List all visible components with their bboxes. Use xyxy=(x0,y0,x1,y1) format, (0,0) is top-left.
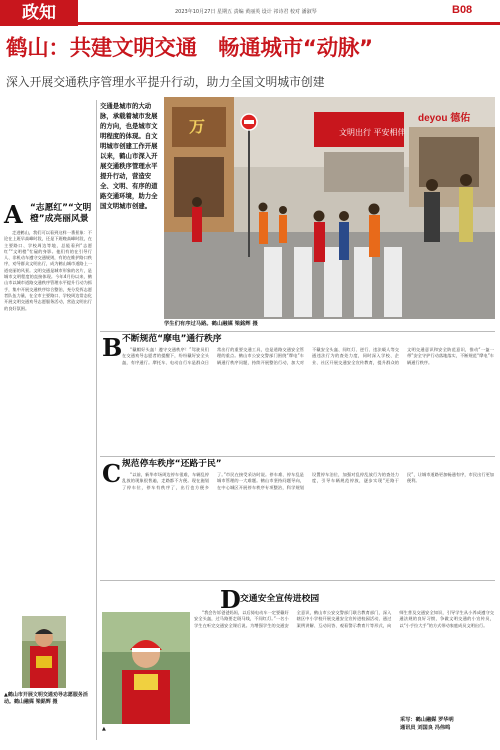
main-photo-caption: 学生们有序过马路。鹤山融媒 梁銘辉 摄 xyxy=(164,321,258,327)
byline xyxy=(400,716,496,732)
row-divider xyxy=(100,580,495,581)
issue-meta: 2023年10月27日 星期五 责编 黄丽英 设计 祁诗君 校对 潘淑琴 xyxy=(175,9,317,15)
section-letter-a: A xyxy=(4,200,23,229)
page-number: B08 xyxy=(452,4,473,16)
section-title-a: “志愿红”“文明橙”成亮丽风景 xyxy=(30,203,92,224)
section-body-a: 走进鹤山，我们可以看到这样一番景象：不论在上班早高峰时段，还是下班晚高峰时段，在主要路口、学校周边等地，总能看到“志愿红”“文明橙”忙碌的身影。他们有的在引导行人、非机动车遵守交通规则，有的在维护路口秩序，劝导群众文明出行，成为鹤山城市道路上一道亮丽的风景。文明交通是城市形象的名片，是城市文明程度的直接体现。今年4月份以来，鹤山市以城市道路交通秩序管理水平提升行动为抓手，集中开展交通秩序综合整治，充分发挥志愿者队伍力量，在全市主要路口、学校周边常态化开展文明交通劝导志愿服务活动，营造文明出行的良好氛围。 xyxy=(4,230,92,311)
section-body-c: “以前，新华市场周边停车很难，车辆乱停乱放的现象很普遍，走路都不方便。现在施划了停车位，停车有秩序了，出行也方便多了。”市民在接受采访时说。停车难、停车乱是城市管理的一大难题。鹤山市坚持问题导向，在中心城区开展停车秩序专项整治，科学规划设置停车泊位，加强对乱停乱放行为的查处力度，引导车辆规范停放，逐步实现“还路于民”，让城市道路更加畅通有序，市民出行更加便利。 xyxy=(122,472,494,490)
section-tag: 政知 xyxy=(0,0,78,26)
section-title-b: 不断规范“摩电”通行秩序 xyxy=(122,334,222,344)
section-title-c: 规范停车秩序“还路于民” xyxy=(122,459,222,469)
subheadline: 深入开展交通秩序管理水平提升行动，助力全国文明城市创建 xyxy=(6,75,325,89)
row-divider xyxy=(100,456,495,457)
section-letter-b: B xyxy=(102,333,123,362)
headline: 鹤山：共建文明交通 畅通城市“动脉” xyxy=(6,36,373,61)
section-letter-d: D xyxy=(220,585,241,614)
byline-correspondent: 通讯员 刘国良 冯伟鸣 xyxy=(400,725,451,731)
byline-reporter: 采写：鹤山融媒 罗华明 xyxy=(400,717,454,723)
lead-paragraph: 交通是城市的大动脉，承载着城市发展的方向，也是城市文明程度的体现。自文明城市创建工作开展以来，鹤山市深入开展交通秩序管理水平提升行动，营造安全、文明、有序的道路交通环境，助力全国文明城市创建。 xyxy=(100,102,158,210)
student-photo-caption: ▲ xyxy=(102,726,106,732)
main-photo xyxy=(164,97,495,319)
section-letter-c: C xyxy=(102,459,122,488)
shop-sign: deyou 德佑 xyxy=(418,113,471,124)
shop-sign-left: 万 xyxy=(189,117,206,136)
street-crossing-image xyxy=(164,97,495,319)
student-photo xyxy=(102,612,190,724)
banner-sign: 文明出行 平安相伴 xyxy=(339,128,406,137)
header-rule xyxy=(78,22,500,25)
section-body-d: “我会告诉爸爸妈妈，以后骑电动车一定要戴好安全头盔，过马路要走斑马线，不闯红灯。”一名小学生在听完交通安全课后说。为增强学生的交通安全意识，鹤山市公安交警部门联合教育部门，深入辖区中小学校开展交通安全宣传进校园活动，通过案例讲解、互动问答、观看警示教育片等形式，向师生普及交通安全知识，引导学生从小养成遵守交通法规的良好习惯，争做文明交通的小宣传员，以“小手拉大手”的方式带动家庭成员文明出行。 xyxy=(194,610,494,628)
volunteer-photo xyxy=(22,616,66,688)
small-photo-caption: ▲鹤山市开展文明交通劝导志愿服务活动。鹤山融媒 梁銘辉 摄 xyxy=(4,692,88,705)
section-title-d: 交通安全宣传进校园 xyxy=(240,594,320,604)
section-body-b: “戴帽好头盔！遵守交通秩序！”驾驶员们在交通劝导志愿者的提醒下，纷纷戴好安全头盔，有序通行。摩托车、电动自行车是群众日常出行的重要交通工具，也是道路交通安全管理的重点。鹤山市公安交警部门围绕“摩电”车辆通行秩序问题，持续开展整治行动，加大对不戴安全头盔、闯红灯、逆行、违法载人等交通违法行为的查处力度，同时深入学校、企业、社区开展交通安全宣传教育，提升群众的文明交通意识和安全防范意识，推动“一盔一带”安全守护行动落地落实，不断规范“摩电”车辆通行秩序。 xyxy=(122,347,494,365)
column-divider xyxy=(96,100,97,740)
row-divider xyxy=(100,331,495,332)
